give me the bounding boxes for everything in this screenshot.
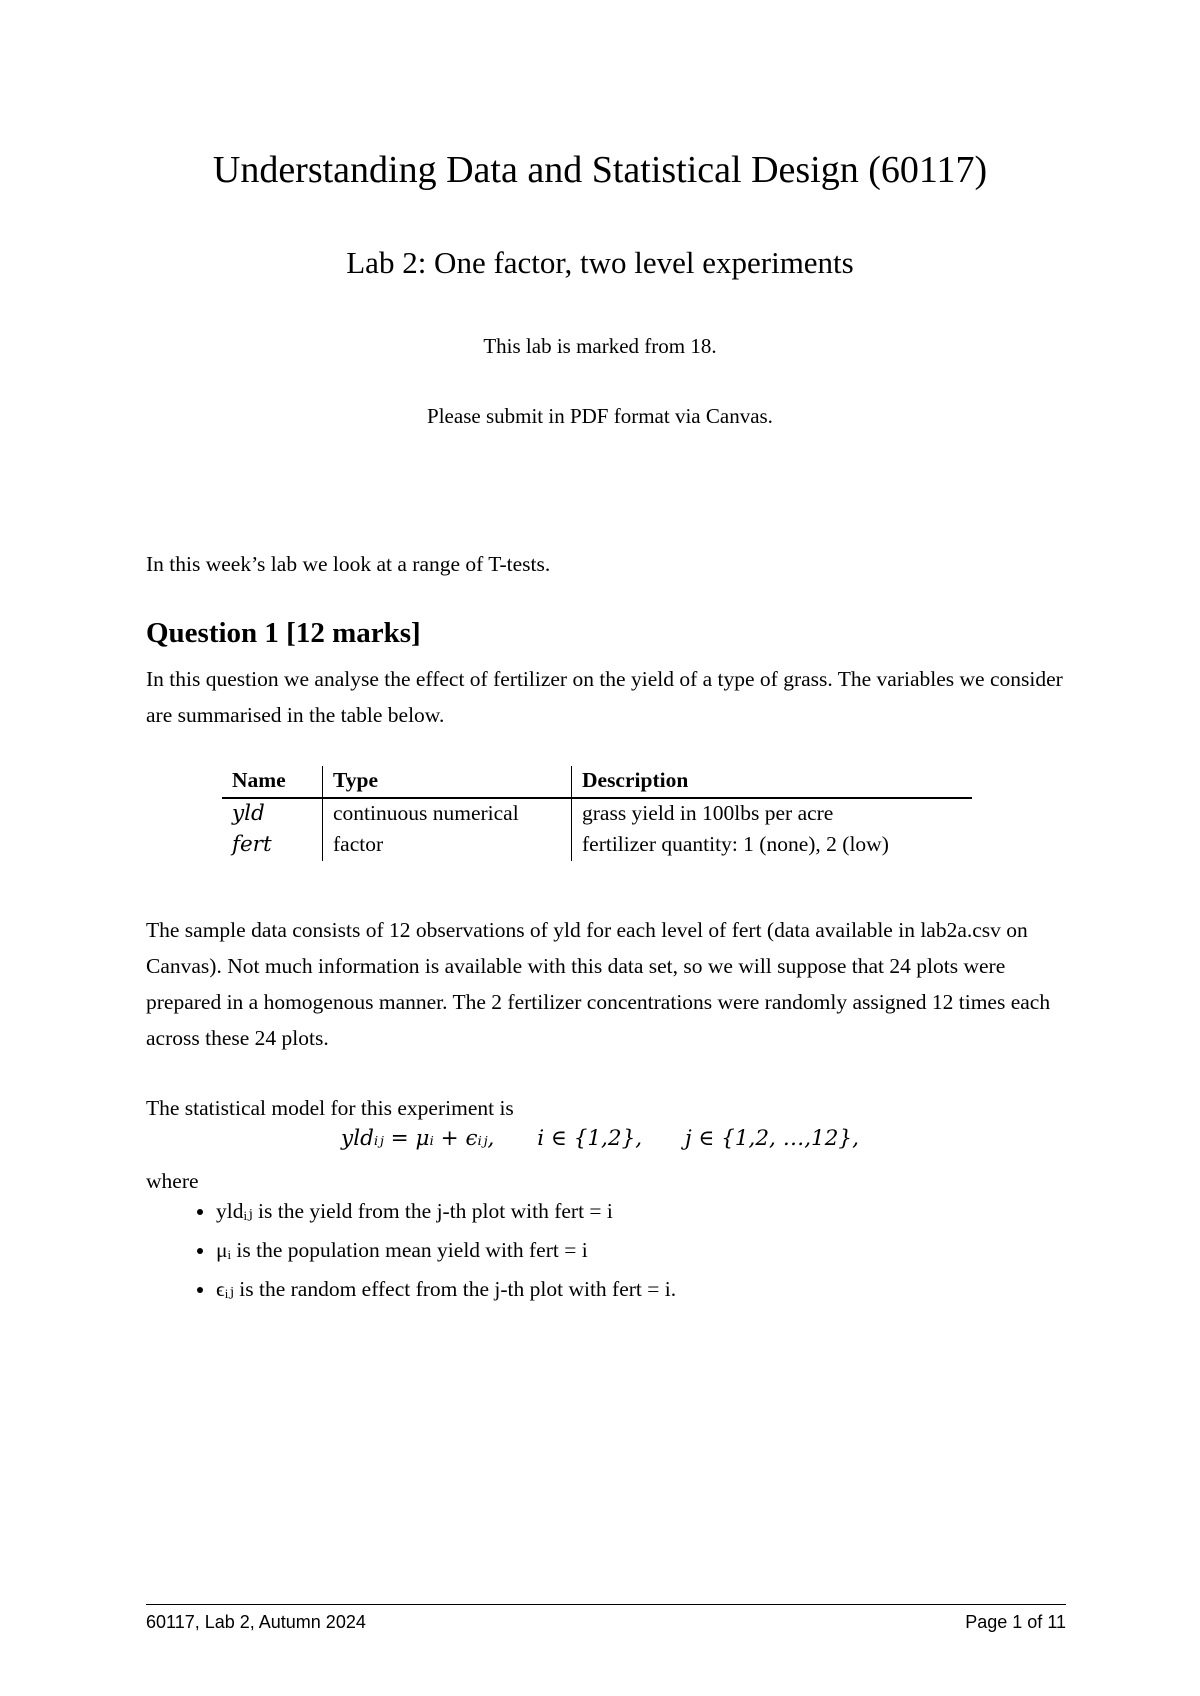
list-item: • yldᵢⱼ is the yield from the j-th plot with fert = i [216, 1192, 676, 1231]
footer-page-number: Page 1 of 11 [965, 1612, 1066, 1632]
table-header-row [222, 766, 972, 798]
document-title: Understanding Data and Statistical Design (60117) [212, 149, 988, 191]
footer-divider [146, 1604, 1066, 1605]
table-header-name: Name [222, 766, 323, 798]
where-label: where [146, 1169, 199, 1193]
question-1-text: In this question we analyse the effect of fertilizer on the yield of a type of grass. The variables we consider are summarised in the table below. [146, 667, 1063, 727]
document-subtitle: Lab 2: One factor, two level experiments [346, 245, 854, 280]
model-intro: The statistical model for this experiment is [146, 1096, 514, 1120]
table-cell-name: fert [232, 832, 272, 857]
equation-j-range: j ∈ {1,2, …,12}, [684, 1126, 859, 1151]
sample-data-paragraph: The sample data consists of 12 observations of yld for each level of fert (data available in lab2a.csv on Canvas). Not much information is available with this data set, so we will suppose that 24 plots were prepared in a homogenous manner. The 2 fertilizer concentrations were randomly assigned 12 times each across these 24 plots. [146, 918, 1051, 1050]
marking-note: This lab is marked from 18. [483, 334, 717, 358]
footer-course-info: 60117, Lab 2, Autumn 2024 [146, 1612, 366, 1632]
table-cell-name: yld [232, 801, 265, 826]
question-1-heading: Question 1 [12 marks] [146, 617, 421, 649]
equation-main: yldᵢⱼ = μᵢ + ϵᵢⱼ, [341, 1126, 495, 1151]
variables-table [222, 766, 972, 861]
equation-i-range: i ∈ {1,2}, [537, 1126, 643, 1151]
table-cell-description: fertilizer quantity: 1 (none), 2 (low) [572, 830, 973, 861]
model-equation [0, 1126, 1200, 1151]
list-item: • μᵢ is the population mean yield with fert = i [216, 1231, 676, 1270]
model-definitions-list [186, 1192, 676, 1309]
intro-paragraph: In this week’s lab we look at a range of T-tests. [146, 552, 551, 576]
table-header-description: Description [572, 766, 973, 798]
table-row [222, 830, 972, 861]
submission-note: Please submit in PDF format via Canvas. [427, 404, 773, 428]
table-header-type: Type [323, 766, 572, 798]
table-cell-type: continuous numerical [323, 798, 572, 830]
list-item: • ϵᵢⱼ is the random effect from the j-th plot with fert = i. [216, 1270, 676, 1309]
table-cell-type: factor [323, 830, 572, 861]
table-cell-description: grass yield in 100lbs per acre [572, 798, 973, 830]
table-row [222, 798, 972, 830]
